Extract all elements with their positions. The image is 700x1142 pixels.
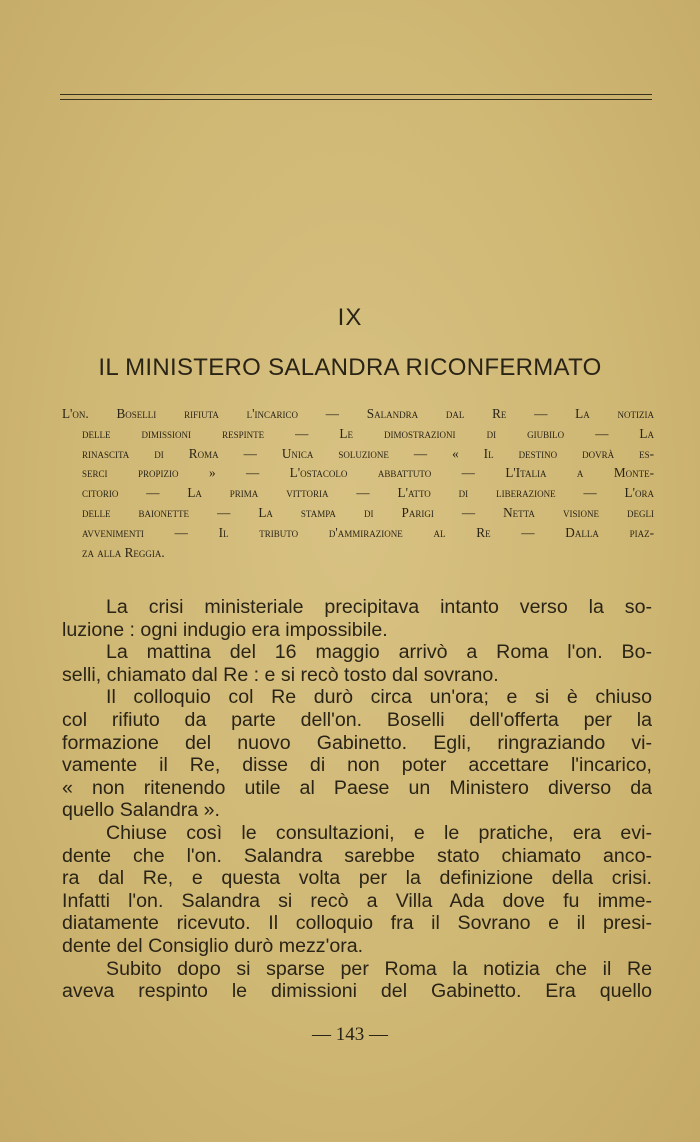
chapter-number: IX [337,304,363,331]
text-line: formazione del nuovo Gabinetto. Egli, ringraziando vi- [62,731,652,754]
text-line: La mattina del 16 maggio arrivò a Roma l'on. Bo- [106,641,652,664]
chapter-title: IL MINISTERO SALANDRA RICONFERMATO [98,354,602,381]
body-text [62,596,652,1003]
summary-line: za alla Reggia. [82,544,165,560]
text-line: quello Salandra ». [62,799,220,822]
header-rule-thin [60,99,652,100]
text-line: diatamente ricevuto. Il colloquio fra il Sovrano e il presi- [62,912,652,935]
text-line: aveva respinto le dimissioni del Gabinetto. Era quello [62,980,652,1003]
text-line: Subito dopo si sparse per Roma la notizia che il Re [106,957,652,980]
text-line: vamente il Re, disse di non poter accettare l'incarico, [62,754,652,777]
text-line: selli, chiamato dal Re : e si recò tosto dal sovrano. [62,663,499,686]
text-line: « non ritenendo utile al Paese un Ministero diverso da [62,776,652,799]
summary-line: delle dimissioni respinte — Le dimostrazioni di giubilo — La [82,425,654,441]
text-line: Chiuse così le consultazioni, e le pratiche, era evi- [106,821,652,844]
summary-line: rinascita di Roma — Unica soluzione — « Il destino dovrà es- [82,445,654,461]
summary-line: serci propizio » — L'ostacolo abbattuto — L'Italia a Monte- [82,465,654,481]
summary-line: L'on. Boselli rifiuta l'incarico — Salandra dal Re — La notizia [62,406,654,421]
chapter-summary [62,404,654,562]
page-number: — 143 — [312,1024,388,1045]
text-line: col rifiuto da parte dell'on. Boselli dell'offerta per la [62,708,652,731]
text-line: dente del Consiglio durò mezz'ora. [62,934,364,957]
text-line: luzione : ogni indugio era impossibile. [62,618,388,641]
text-line: Infatti l'on. Salandra si recò a Villa Ada dove fu imme- [62,889,652,912]
text-line: ra dal Re, e questa volta per la definizione della crisi. [62,867,652,890]
summary-line: avvenimenti — Il tributo d'ammirazione al Re — Dalla piaz- [82,524,654,540]
summary-line: citorio — La prima vittoria — L'atto di liberazione — L'ora [82,485,654,501]
header-rule [60,94,652,95]
text-line: Il colloquio col Re durò circa un'ora; e si è chiuso [106,686,652,709]
text-line: La crisi ministeriale precipitava intanto verso la so- [106,596,652,618]
summary-line: delle baionette — La stampa di Parigi — Netta visione degli [82,504,654,520]
text-line: dente che l'on. Salandra sarebbe stato chiamato anco- [62,844,652,867]
